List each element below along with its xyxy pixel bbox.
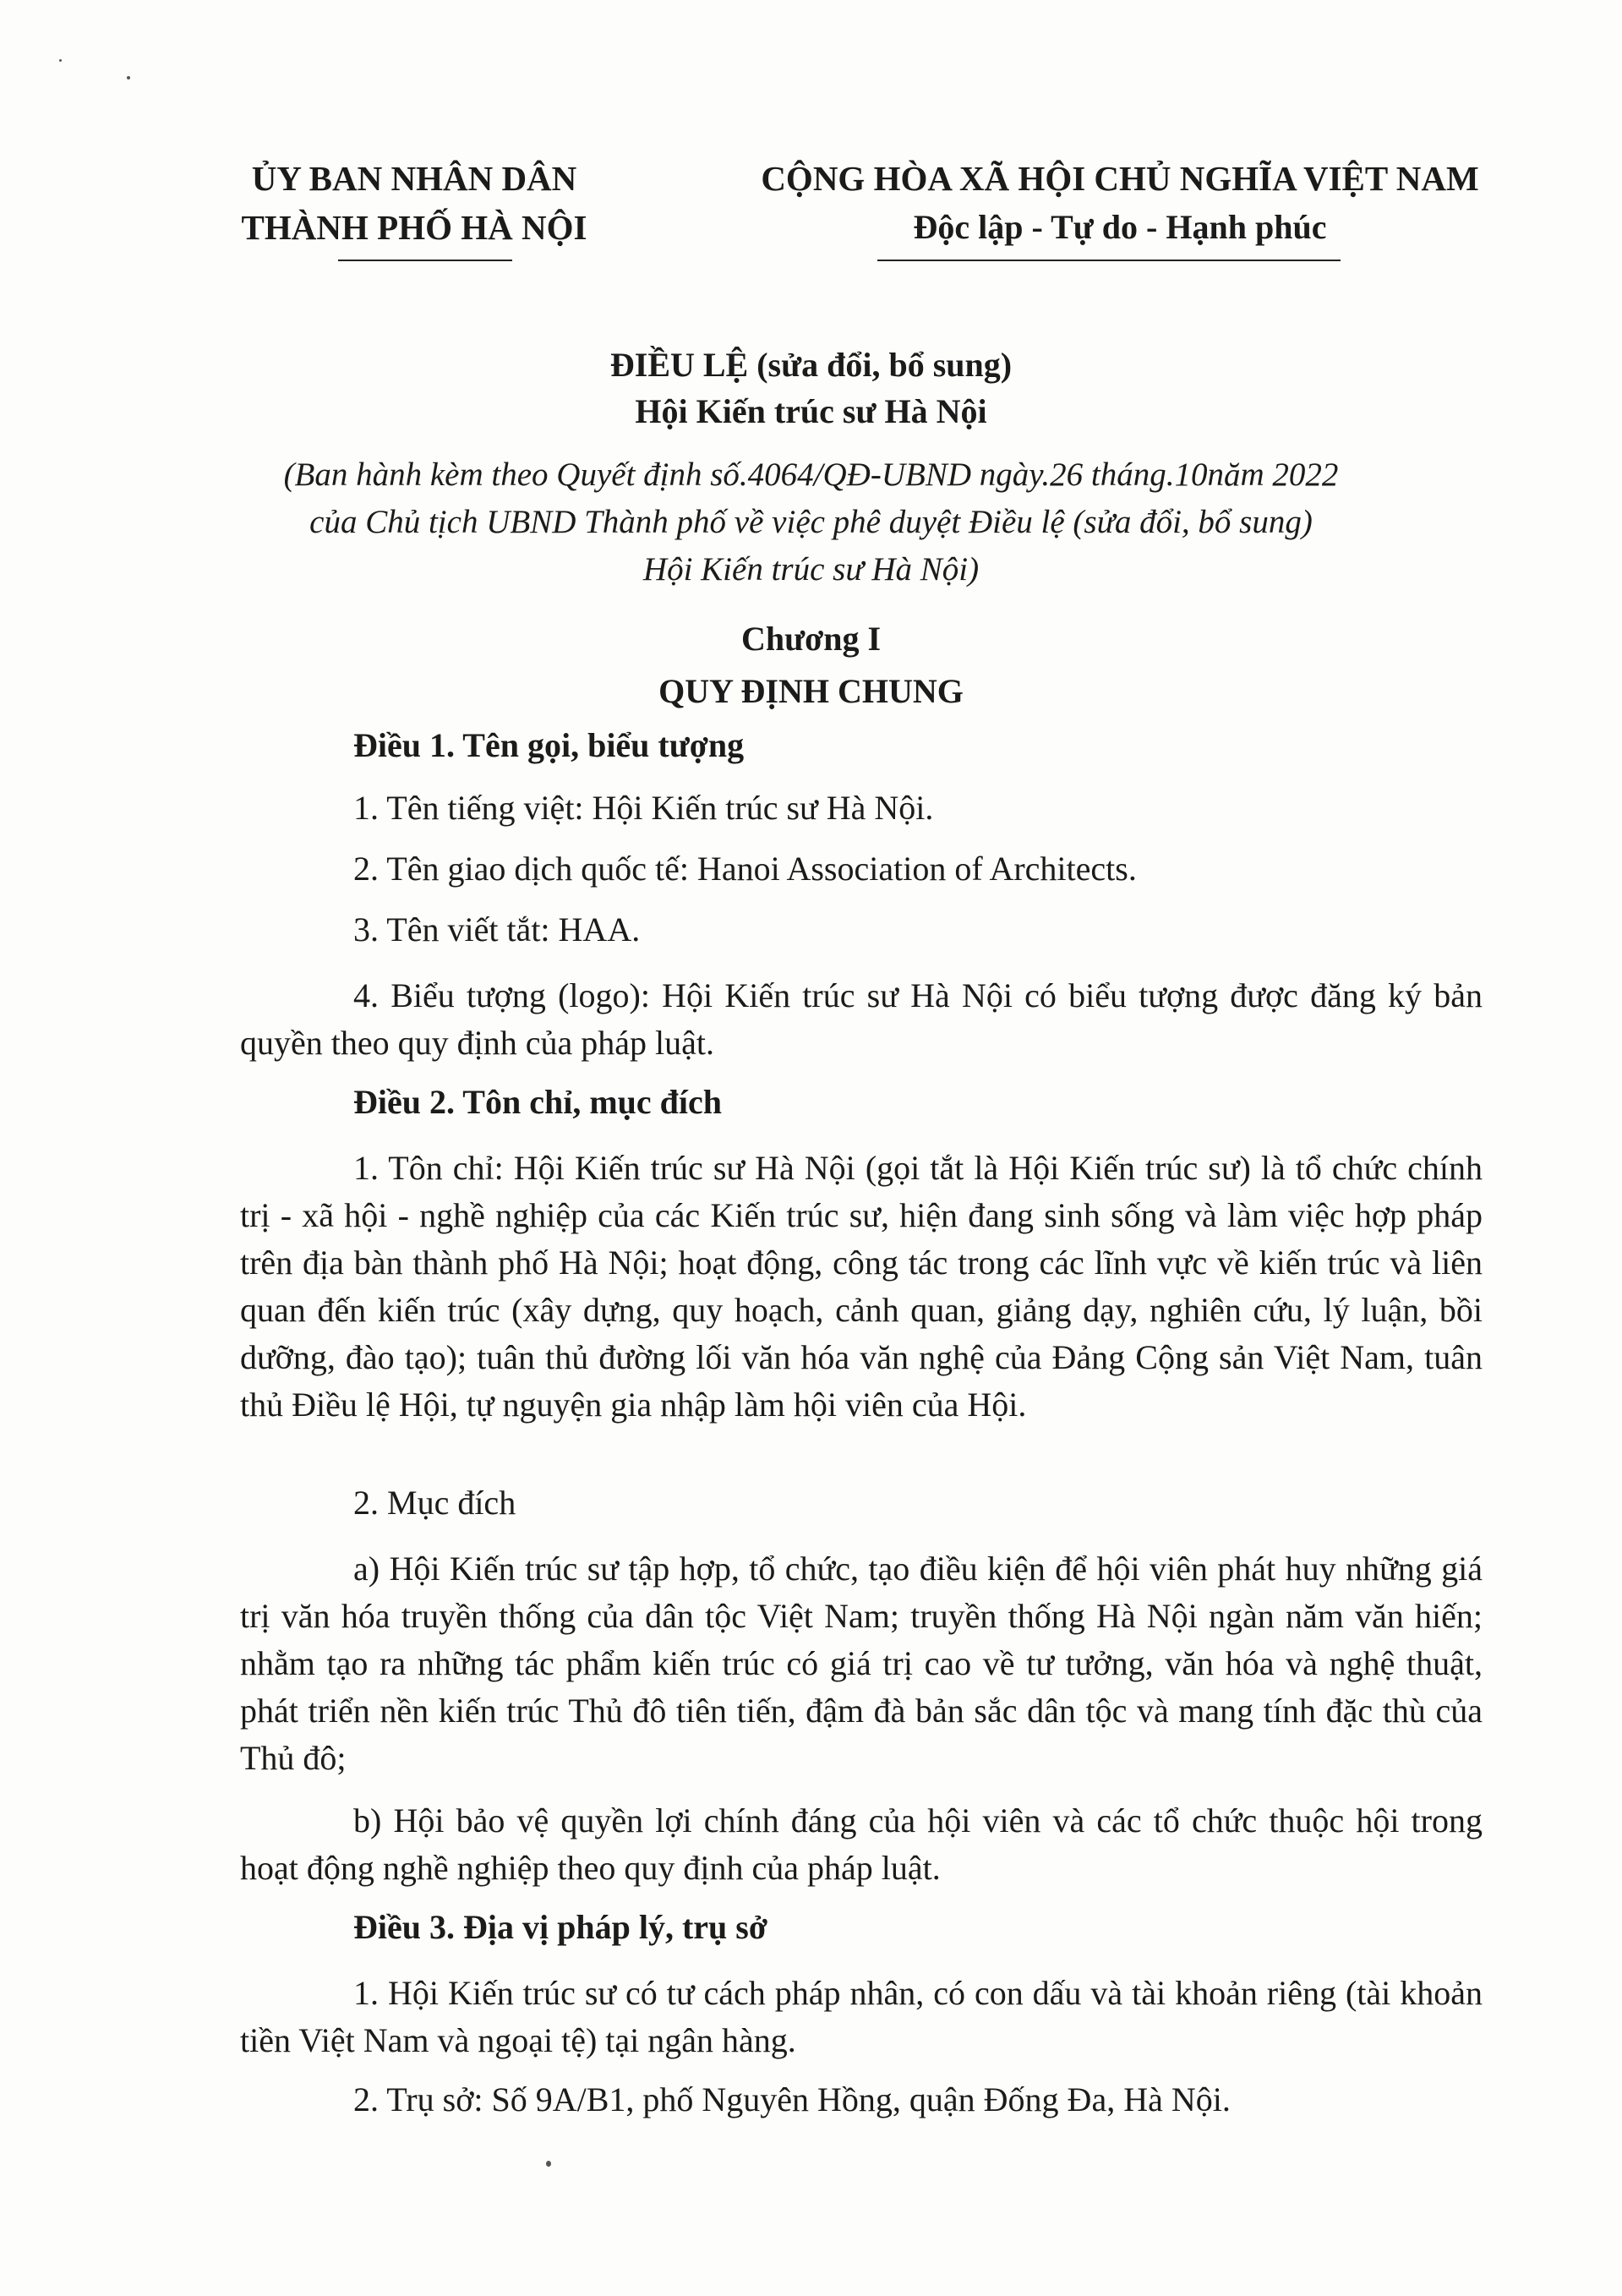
chapter-number: Chương I [740, 620, 882, 658]
article-1-item-2: 2. Tên giao dịch quốc tế: Hanoi Association of Architects. [353, 850, 1137, 888]
article-3-item-2: 2. Trụ sở: Số 9A/B1, phố Nguyên Hồng, quận Đống Đa, Hà Nội. [353, 2080, 1231, 2118]
motto-underline [877, 260, 1341, 261]
issuance-note-line-3: Hội Kiến trúc sư Hà Nội) [642, 551, 980, 588]
article-2-item-1: 1. Tôn chỉ: Hội Kiến trúc sư Hà Nội (gọi tắt là Hội Kiến trúc sư) là tổ chức chính trị - xã hội - nghề nghiệp của các Kiến trúc sư, hiện đang sinh sống và làm việc hợp pháp trên địa bàn thành phố Hà Nội; hoạt động, công tác trong các lĩnh vực về kiến trúc và liên quan đến kiến trúc (xây dựng, quy hoạch, cảnh quan, giảng dạy, nghiên cứu, lý luận, bồi dưỡng, đào tạo); tuân thủ đường lối văn hóa văn nghệ của Đảng Cộng sản Việt Nam, tuân thủ Điều lệ Hội, tự nguyện gia nhập làm hội viên của Hội. [240, 1149, 1483, 1424]
article-2-item-2: 2. Mục đích [353, 1484, 516, 1522]
national-name: CỘNG HÒA XÃ HỘI CHỦ NGHĨA VIỆT NAM [761, 159, 1479, 198]
national-motto: Độc lập - Tự do - Hạnh phúc [913, 208, 1327, 246]
article-2-heading: Điều 2. Tôn chỉ, mục đích [353, 1083, 722, 1121]
article-1-item-1: 1. Tên tiếng việt: Hội Kiến trúc sư Hà Nội. [353, 789, 934, 827]
article-1-item-3: 3. Tên viết tắt: HAA. [353, 910, 641, 948]
issuance-note-line-2: của Chủ tịch UBND Thành phố về việc phê duyệt Điều lệ (sửa đổi, bổ sung) [309, 504, 1313, 540]
article-3-item-1: 1. Hội Kiến trúc sư có tư cách pháp nhân, có con dấu và tài khoản riêng (tài khoản tiền Việt Nam và ngoại tệ) tại ngân hàng. [240, 1974, 1483, 2059]
chapter-name: QUY ĐỊNH CHUNG [658, 672, 964, 710]
scan-speck [127, 76, 130, 79]
article-2-item-2b: b) Hội bảo vệ quyền lợi chính đáng của hội viên và các tổ chức thuộc hội trong hoạt động nghề nghiệp theo quy định của pháp luật. [240, 1801, 1483, 1887]
national-title [693, 154, 1547, 252]
issuing-authority [186, 154, 642, 252]
authority-underline [338, 260, 512, 261]
document-subtitle: Hội Kiến trúc sư Hà Nội [635, 392, 987, 430]
article-1-heading: Điều 1. Tên gọi, biểu tượng [353, 726, 745, 764]
article-3-heading: Điều 3. Địa vị pháp lý, trụ sở [353, 1908, 767, 1946]
authority-line-2: THÀNH PHỐ HÀ NỘI [241, 208, 587, 247]
scan-speck [546, 2161, 551, 2167]
article-1-item-4: 4. Biểu tượng (logo): Hội Kiến trúc sư Hà Nội có biểu tượng được đăng ký bản quyền theo quy định của pháp luật. [240, 976, 1483, 1062]
issuance-note-line-1: (Ban hành kèm theo Quyết định số.4064/QĐ-UBND ngày.26 tháng.10năm 2022 [283, 456, 1339, 493]
authority-line-1: ỦY BAN NHÂN DÂN [251, 159, 577, 198]
scan-speck [59, 59, 62, 62]
article-2-item-2a: a) Hội Kiến trúc sư tập hợp, tổ chức, tạo điều kiện để hội viên phát huy những giá trị văn hóa truyền thống của dân tộc Việt Nam; truyền thống Hà Nội ngàn năm văn hiến; nhằm tạo ra những tác phẩm kiến trúc có giá trị cao về tư tưởng, văn hóa và nghệ thuật, phát triển nền kiến trúc Thủ đô tiên tiến, đậm đà bản sắc dân tộc và mang tính đặc thù của Thủ đô; [240, 1550, 1483, 1777]
document-title: ĐIỀU LỆ (sửa đổi, bổ sung) [609, 346, 1013, 384]
